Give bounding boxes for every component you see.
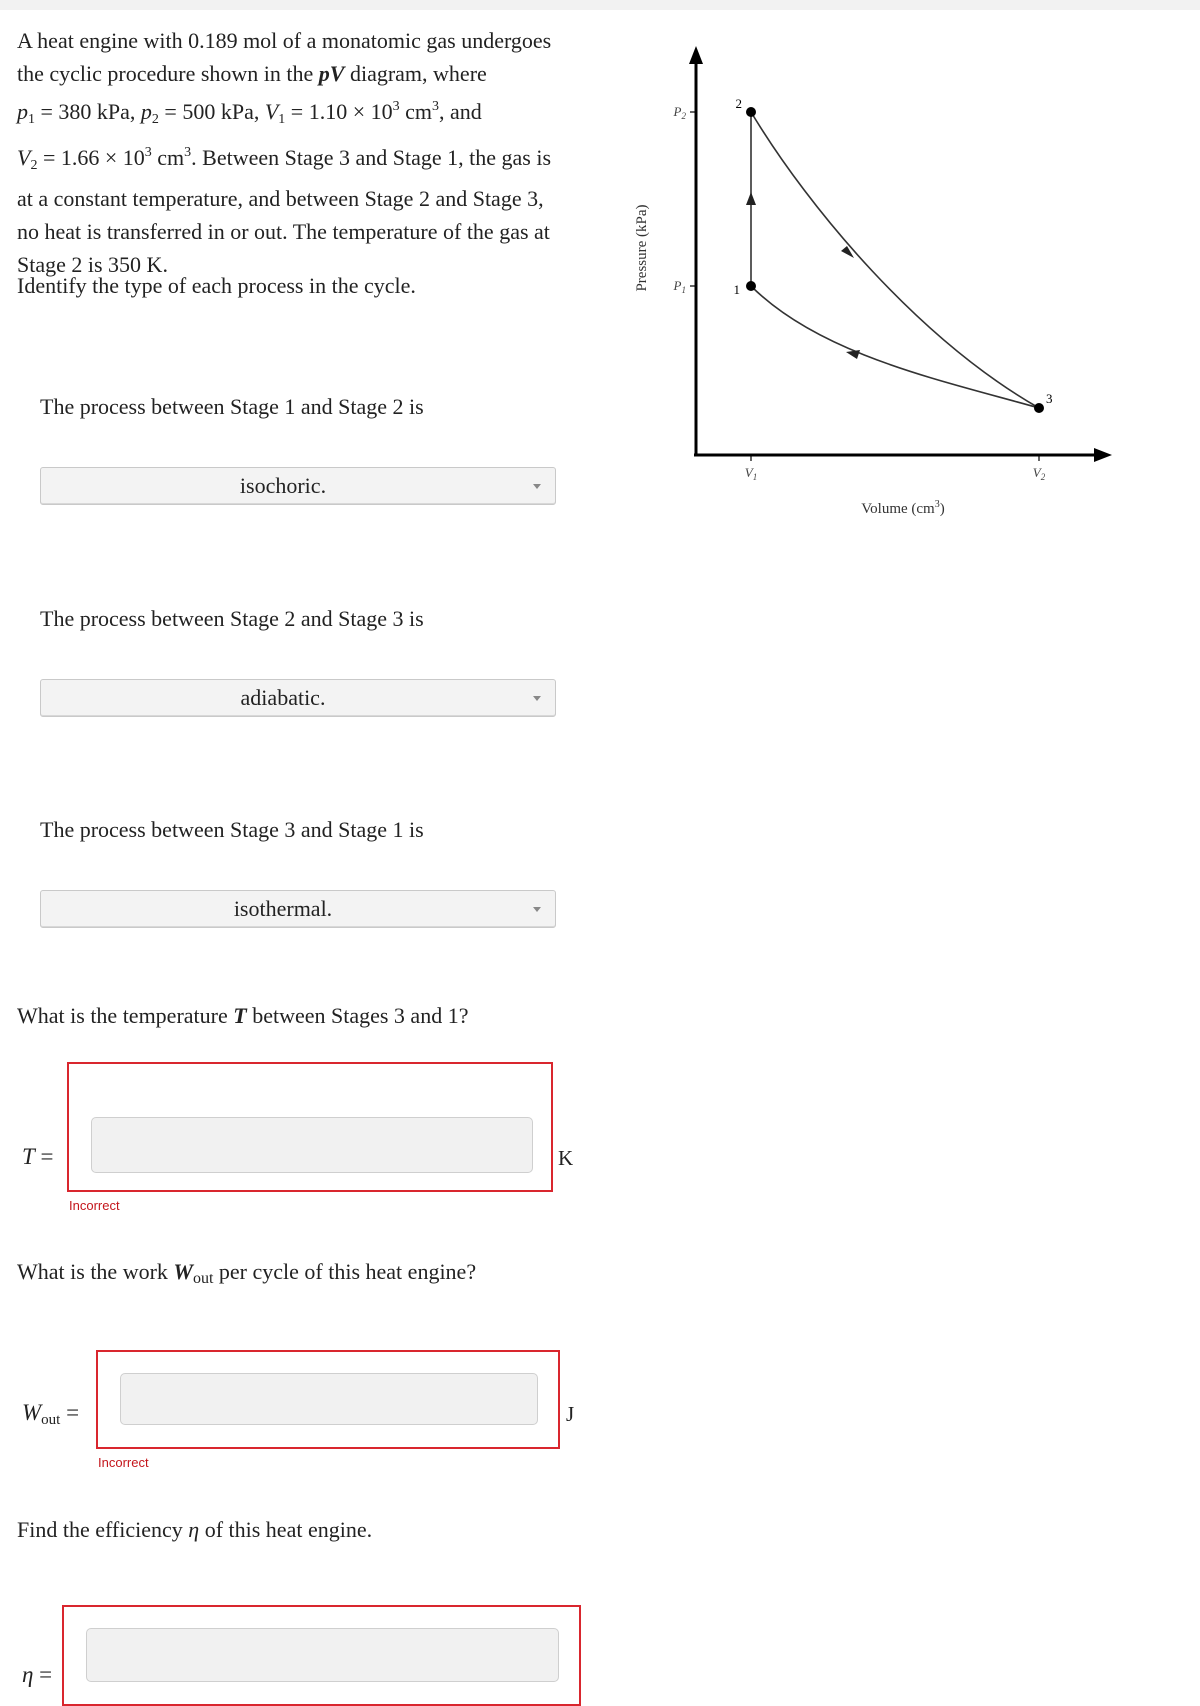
pressure-axis-arrow xyxy=(689,46,703,64)
p1-label-symbol: P xyxy=(673,278,682,293)
problem-text: A heat engine with 0.189 mol of a monatomic gas undergoes xyxy=(17,28,552,53)
efficiency-answer-frame xyxy=(62,1605,581,1706)
chevron-down-icon xyxy=(533,907,541,912)
p2-symbol: p xyxy=(140,99,152,124)
p1-value: = 380 kPa, xyxy=(35,99,141,124)
question-text: of this heat engine. xyxy=(199,1517,373,1542)
process-3-selected-value: isothermal. xyxy=(233,896,333,921)
v1-unit: cm xyxy=(399,99,433,124)
v2-exponent: 3 xyxy=(144,145,152,160)
problem-text: at a constant temperature, and between Stage 2 and Stage 3, xyxy=(17,186,544,211)
process-2-prompt: The process between Stage 2 and Stage 3 is xyxy=(40,606,424,631)
process-1-select[interactable] xyxy=(40,467,556,505)
p1-tick-label xyxy=(673,278,686,295)
v1-subscript: 1 xyxy=(278,112,286,127)
process-3-1-curve xyxy=(751,286,1039,408)
work-symbol: W xyxy=(173,1259,193,1284)
work-unit: J xyxy=(566,1402,575,1426)
v1-unit-exponent: 3 xyxy=(432,99,440,114)
p1-label-subscript: 1 xyxy=(681,285,686,295)
state-2-label: 2 xyxy=(735,96,742,111)
p2-tick-label xyxy=(673,104,687,121)
work-label-subscript: out xyxy=(41,1412,61,1428)
process-2-3-curve xyxy=(751,112,1039,408)
temperature-label xyxy=(22,1144,54,1170)
equals-sign: = xyxy=(60,1400,80,1425)
process-1-selected-value: isochoric. xyxy=(239,473,327,498)
p2-label-subscript: 2 xyxy=(681,111,686,121)
state-3-label: 3 xyxy=(1046,391,1053,406)
pv-diagram xyxy=(620,40,1120,530)
chevron-down-icon xyxy=(533,484,541,489)
problem-statement xyxy=(17,24,617,281)
v1-label-symbol: V xyxy=(744,465,753,480)
problem-line xyxy=(17,136,617,182)
question-text: Find the efficiency xyxy=(17,1517,189,1542)
p2-value: = 500 kPa, xyxy=(158,99,265,124)
volume-axis-title-exponent: 3 xyxy=(934,499,940,510)
pv-symbol: pV xyxy=(318,61,345,86)
question-text: per cycle of this heat engine? xyxy=(213,1259,477,1284)
state-1-point xyxy=(746,281,756,291)
problem-line xyxy=(17,57,617,90)
volume-axis-title-text: Volume (cm xyxy=(861,501,935,517)
p1-symbol: p xyxy=(17,99,28,124)
problem-text: , and xyxy=(439,99,482,124)
question-text: between Stages 3 and 1? xyxy=(246,1003,469,1028)
volume-axis-arrow xyxy=(1094,448,1112,462)
p2-subscript: 2 xyxy=(151,112,159,127)
process-1-2-arrow xyxy=(746,192,756,205)
process-1-prompt: The process between Stage 1 and Stage 2 is xyxy=(40,394,424,419)
problem-text: . Between Stage 3 and Stage 1, the gas is xyxy=(191,145,552,170)
problem-text: the cyclic procedure shown in the xyxy=(17,61,319,86)
v2-label-subscript: 2 xyxy=(1040,472,1046,482)
process-2-selected-value: adiabatic. xyxy=(240,685,326,710)
efficiency-symbol: η xyxy=(188,1517,200,1542)
problem-line xyxy=(17,24,617,57)
v2-unit-exponent: 3 xyxy=(184,145,192,160)
v1-tick-label xyxy=(745,465,757,482)
chevron-down-icon xyxy=(533,696,541,701)
pressure-axis-title: Pressure (kPa) xyxy=(634,204,650,292)
v1-label-subscript: 1 xyxy=(752,472,758,482)
temperature-label-symbol: T xyxy=(22,1144,35,1169)
v2-unit: cm xyxy=(151,145,185,170)
work-answer-frame xyxy=(96,1350,560,1449)
question-text: What is the work xyxy=(17,1259,174,1284)
work-question xyxy=(17,1259,476,1288)
identify-instruction: Identify the type of each process in the cycle. xyxy=(17,273,416,298)
temperature-unit: K xyxy=(558,1146,574,1170)
problem-text: diagram, where xyxy=(344,61,487,86)
p2-label-symbol: P xyxy=(673,104,682,119)
work-subscript: out xyxy=(192,1270,214,1287)
top-bar xyxy=(0,0,1200,10)
state-1-label: 1 xyxy=(733,282,740,297)
temperature-input[interactable] xyxy=(91,1117,533,1173)
v1-symbol: V xyxy=(264,99,279,124)
temperature-question xyxy=(17,1003,468,1029)
problem-line xyxy=(17,90,617,136)
equals-sign: = xyxy=(34,1144,54,1169)
problem-line xyxy=(17,215,617,248)
v1-value: = 1.10 × 10 xyxy=(285,99,393,124)
process-2-select[interactable] xyxy=(40,679,556,717)
work-label-symbol: W xyxy=(22,1400,42,1425)
problem-text: Stage 2 is 350 K. xyxy=(17,252,168,277)
volume-axis-title xyxy=(861,499,944,517)
efficiency-label-symbol: η xyxy=(22,1662,34,1687)
efficiency-question xyxy=(17,1517,372,1543)
v1-exponent: 3 xyxy=(392,99,400,114)
state-2-point xyxy=(746,107,756,117)
p1-subscript: 1 xyxy=(28,112,35,127)
process-3-prompt: The process between Stage 3 and Stage 1 is xyxy=(40,817,424,842)
v2-symbol: V xyxy=(17,145,31,170)
state-3-point xyxy=(1034,403,1044,413)
work-label xyxy=(22,1400,79,1429)
problem-text: no heat is transferred in or out. The temperature of the gas at xyxy=(17,219,550,244)
volume-axis-title-tail: ) xyxy=(939,501,945,517)
process-3-1-arrow xyxy=(846,350,860,359)
temperature-answer-frame xyxy=(67,1062,553,1192)
temperature-incorrect-feedback: Incorrect xyxy=(69,1198,120,1213)
v2-tick-label xyxy=(1033,465,1046,482)
efficiency-input[interactable] xyxy=(86,1628,559,1682)
v2-subscript: 2 xyxy=(30,158,38,173)
equals-sign: = xyxy=(33,1662,53,1687)
work-incorrect-feedback: Incorrect xyxy=(98,1455,149,1470)
v2-label-symbol: V xyxy=(1032,465,1041,480)
v2-value: = 1.66 × 10 xyxy=(37,145,145,170)
problem-line xyxy=(17,182,617,215)
question-text: What is the temperature xyxy=(17,1003,234,1028)
temperature-symbol: T xyxy=(233,1003,247,1028)
process-3-select[interactable] xyxy=(40,890,556,928)
work-input[interactable] xyxy=(120,1373,538,1425)
efficiency-label xyxy=(22,1662,52,1688)
